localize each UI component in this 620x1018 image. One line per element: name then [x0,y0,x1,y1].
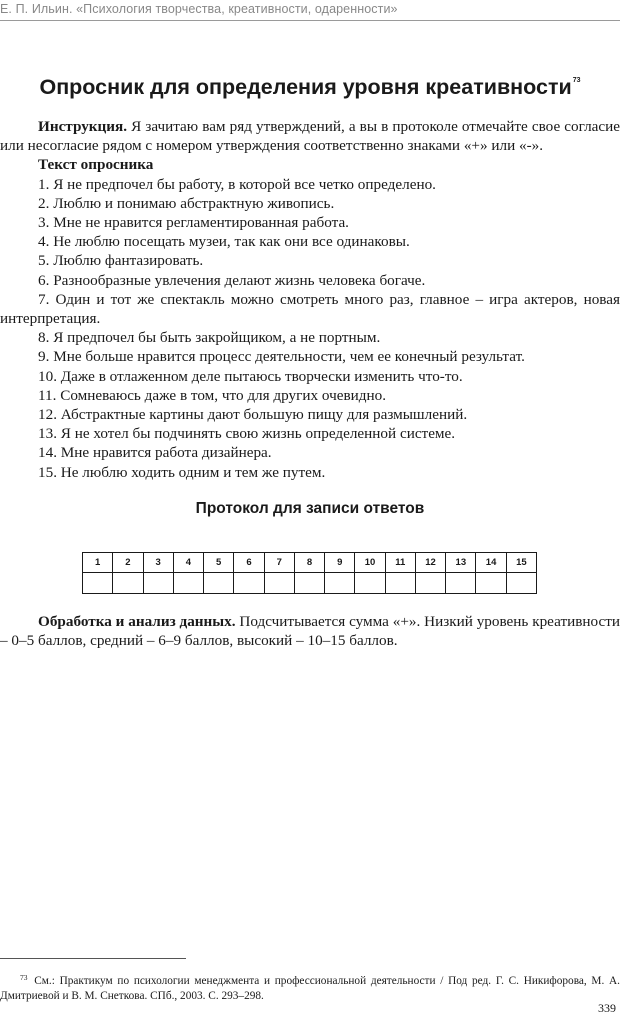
questionnaire-item: 4. Не люблю посещать музеи, так как они все одинаковы. [38,233,410,251]
protocol-number-cell: 12 [415,553,445,573]
protocol-answer-cell [355,573,385,594]
protocol-answer-cell [143,573,173,594]
protocol-number-cell: 6 [234,553,264,573]
protocol-number-cell: 7 [264,553,294,573]
protocol-answer-cell [173,573,203,594]
processing-text: Подсчитывается сумма «+». Низкий уровень креативности – 0–5 баллов, средний – 6–9 баллов, высокий – 10–15 баллов. [0,613,620,650]
protocol-number-cell: 4 [173,553,203,573]
protocol-answer-cell [476,573,506,594]
protocol-answer-cell [83,573,113,594]
protocol-answer-cell [113,573,143,594]
questionnaire-item: 3. Мне не нравится регламентированная работа. [38,214,349,232]
protocol-number-cell: 5 [204,553,234,573]
instruction-text: Я зачитаю вам ряд утверждений, а вы в протоколе отмечайте свое согласие или несогласие рядом с номером утверждения соответственно знаками «+» или «-». [0,118,620,155]
footnote-text: См.: Практикум по психологии менеджмента и профессиональной деятельности / Под ред. Г. С. Никифорова, М. А. Дмитриевой и В. М. Снеткова. СПб., 2003. С. 293–298. [0,975,620,1002]
questionnaire-heading: Текст опросника [38,156,154,174]
footnote-rule [0,958,186,959]
protocol-answer-cell [506,573,536,594]
protocol-number-cell: 8 [294,553,324,573]
protocol-answer-cell [264,573,294,594]
protocol-answer-cell [294,573,324,594]
protocol-answer-cell [234,573,264,594]
protocol-number-cell: 15 [506,553,536,573]
questionnaire-item: 5. Люблю фантазировать. [38,252,204,270]
page-number: 339 [598,1001,616,1015]
title-text: Опросник для определения уровня креативности [39,75,572,99]
instruction-label: Инструкция. [38,118,128,135]
protocol-answer-cell [325,573,355,594]
questionnaire-item: 15. Не люблю ходить одним и тем же путем. [38,463,326,481]
questionnaire-item: 13. Я не хотел бы подчинять свою жизнь определенной системе. [38,425,456,443]
protocol-answer-row [83,573,537,594]
questionnaire-list [0,175,620,482]
processing-paragraph [0,612,620,650]
protocol-answer-cell [446,573,476,594]
questionnaire-item: 9. Мне больше нравится процесс деятельности, чем ее конечный результат. [38,348,525,366]
questionnaire-item: 2. Люблю и понимаю абстрактную живопись. [38,194,335,212]
protocol-number-cell: 3 [143,553,173,573]
questionnaire-item: 14. Мне нравится работа дизайнера. [38,444,272,462]
running-header: Е. П. Ильин. «Психология творчества, креативности, одаренности» [0,2,398,16]
title-footnote-ref[interactable]: 73 [572,77,581,84]
questionnaire-item: 10. Даже в отлаженном деле пытаюсь творчески изменить что-то. [38,367,463,385]
protocol-number-cell: 1 [83,553,113,573]
header-rule [0,20,620,21]
questionnaire-item: 11. Сомневаюсь даже в том, что для других очевидно. [38,386,387,404]
footnote-number: 73 [20,973,28,982]
instruction-paragraph [0,117,620,155]
protocol-number-cell: 2 [113,553,143,573]
protocol-table [82,552,537,594]
page-title [0,75,620,100]
protocol-answer-cell [415,573,445,594]
protocol-answer-cell [385,573,415,594]
protocol-answer-cell [204,573,234,594]
processing-section [0,612,620,650]
questionnaire-item: 7. Один и тот же спектакль можно смотреть много раз, главное – игра актеров, новая интерпретация. [0,290,620,328]
questionnaire-item: 1. Я не предпочел бы работу, в которой все четко определено. [38,175,436,193]
protocol-number-cell: 9 [325,553,355,573]
body-text [0,117,620,482]
protocol-number-cell: 14 [476,553,506,573]
protocol-number-cell: 11 [385,553,415,573]
footnote [0,970,620,1004]
protocol-number-cell: 13 [446,553,476,573]
protocol-number-cell: 10 [355,553,385,573]
processing-label: Обработка и анализ данных. [38,613,236,630]
questionnaire-item: 12. Абстрактные картины дают большую пищу для размышлений. [38,406,468,424]
protocol-number-row [83,553,537,573]
questionnaire-item: 8. Я предпочел бы быть закройщиком, а не портным. [38,329,381,347]
questionnaire-item: 6. Разнообразные увлечения делают жизнь человека богаче. [38,271,426,289]
protocol-title: Протокол для записи ответов [195,500,425,517]
